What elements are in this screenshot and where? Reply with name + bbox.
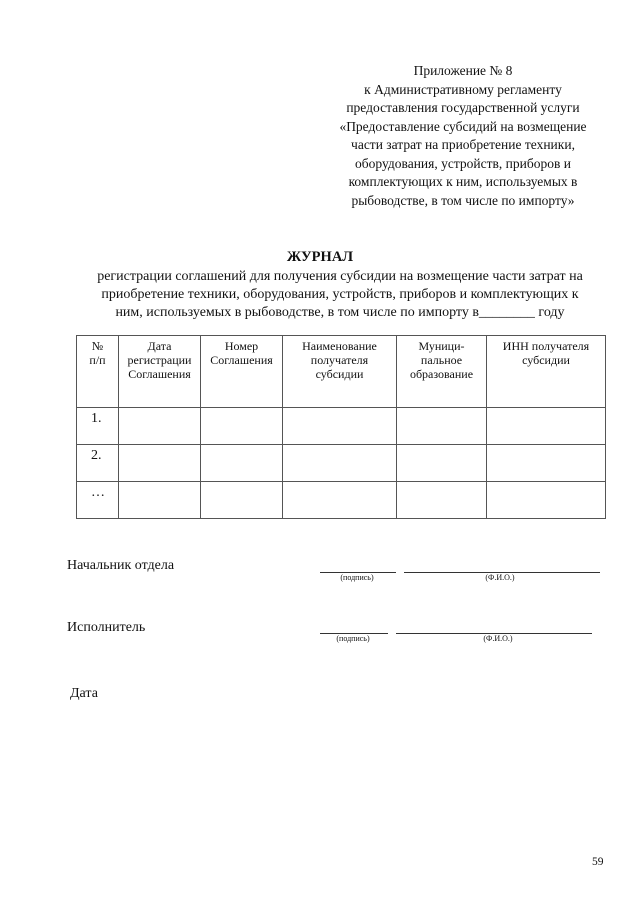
header-agreement-number: Номер Соглашения: [201, 336, 283, 408]
table-row: [77, 408, 606, 445]
table-row: [77, 445, 606, 482]
table-cell: [201, 408, 283, 445]
appendix-line: к Административному регламенту: [364, 81, 562, 97]
table-cell: [283, 482, 397, 519]
table-body: [77, 408, 606, 519]
table-cell: [397, 445, 487, 482]
journal-subtitle: [62, 268, 618, 322]
table-header-row: [77, 336, 606, 408]
head-of-department-label: Начальник отдела: [67, 558, 175, 573]
appendix-line: Приложение № 8: [413, 63, 513, 78]
executor-signature-caption: (подпись): [336, 634, 370, 643]
row-number-cell: 2.: [77, 445, 119, 482]
registration-table: [76, 335, 606, 519]
appendix-block: [318, 62, 608, 210]
appendix-line: рыбоводстве, в том числе по импорту»: [351, 192, 575, 208]
header-number: № п/п: [77, 336, 119, 408]
table-cell: [397, 408, 487, 445]
header-registration-date: Дата регистрации Соглашения: [119, 336, 201, 408]
table-cell: [283, 408, 397, 445]
header-municipality: Муници- пальное образование: [397, 336, 487, 408]
table-cell: [119, 408, 201, 445]
journal-subtitle-line: регистрации соглашений для получения субсидии на возмещение части затрат на: [97, 269, 583, 284]
table-cell: [487, 408, 606, 445]
executor-name-caption: (Ф.И.О.): [483, 634, 513, 643]
table-cell: [119, 482, 201, 519]
table-cell: [487, 445, 606, 482]
page-number: 59: [592, 856, 604, 868]
head-name-caption: (Ф.И.О.): [485, 573, 515, 582]
appendix-line: комплектующих к ним, используемых в: [348, 174, 578, 189]
journal-subtitle-line: приобретение техники, оборудования, устройств, приборов и комплектующих к: [101, 287, 579, 302]
date-label: Дата: [70, 686, 98, 701]
table-cell: [201, 445, 283, 482]
table-cell: [201, 482, 283, 519]
row-number-cell: 1.: [77, 408, 119, 445]
journal-title: ЖУРНАЛ: [286, 249, 354, 265]
appendix-line: «Предоставление субсидий на возмещение: [339, 118, 587, 134]
header-recipient-name: Наименование получателя субсидии: [283, 336, 397, 408]
journal-subtitle-line: ним, используемых в рыбоводстве, в том числе по импорту в________ году: [115, 305, 565, 320]
appendix-line: предоставления государственной услуги: [346, 100, 580, 115]
table-cell: [397, 482, 487, 519]
table-cell: [487, 482, 606, 519]
appendix-line: оборудования, устройств, приборов и: [355, 155, 571, 171]
head-signature-caption: (подпись): [340, 573, 374, 582]
appendix-line: части затрат на приобретение техники,: [351, 137, 575, 152]
row-number-cell: …: [77, 482, 119, 519]
table-row: [77, 482, 606, 519]
executor-label: Исполнитель: [67, 620, 146, 635]
table-cell: [119, 445, 201, 482]
header-inn: ИНН получателя субсидии: [487, 336, 606, 408]
table-cell: [283, 445, 397, 482]
